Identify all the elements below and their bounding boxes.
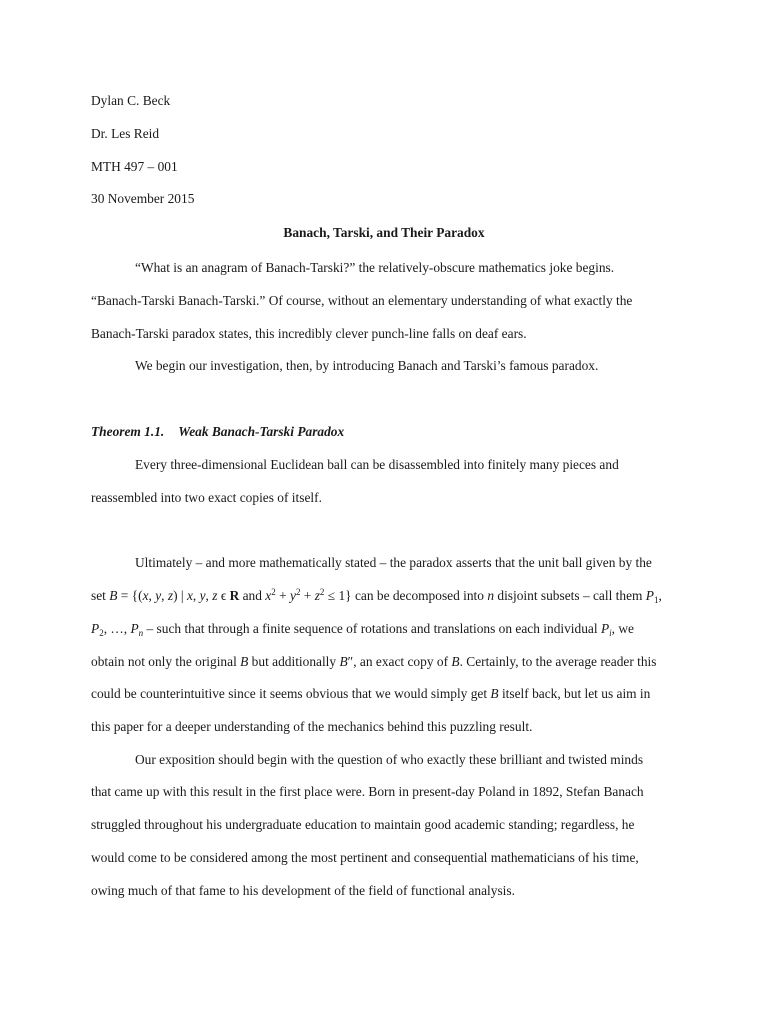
intro-line-2: “Banach-Tarski Banach-Tarski.” Of course, without an elementary understanding of what exactly the <box>91 293 633 308</box>
date: 30 November 2015 <box>91 191 195 206</box>
author-name: Dylan C. Beck <box>91 93 171 108</box>
theorem-heading <box>91 424 344 440</box>
para2-line-1: Ultimately – and more mathematically stated – the paradox asserts that the unit ball given by the <box>135 555 652 570</box>
theorem-number: Theorem 1.1. <box>91 424 165 439</box>
para3-line-1: Our exposition should begin with the question of who exactly these brilliant and twisted minds <box>135 752 644 767</box>
intro-line-1: “What is an anagram of Banach-Tarski?” the relatively-obscure mathematics joke begins. <box>135 260 615 275</box>
para2-line-5: could be counterintuitive since it seems obvious that we would simply get B itself back, but let us aim in <box>91 686 651 701</box>
para2-line-4: obtain not only the original B but additionally B″, an exact copy of B. Certainly, to the average reader this <box>91 654 657 669</box>
para2-line-6: this paper for a deeper understanding of the mechanics behind this puzzling result. <box>91 719 533 734</box>
page-title: Banach, Tarski, and Their Paradox <box>283 225 485 240</box>
theorem-line-1: Every three-dimensional Euclidean ball can be disassembled into finitely many pieces and <box>135 457 619 472</box>
theorem-name: Weak Banach-Tarski Paradox <box>178 424 345 439</box>
para2-line-2: set B = {(x, y, z) | x, y, z ϵ R and $x^2 + y^2 + z^2 \le 1$} can be decomposed into n disjoint subsets – call them $P_1$, <box>91 587 662 605</box>
para2-line-3: $P_2$, …, $P_n$ – such that through a finite sequence of rotations and translations on each individual $P_i$, we <box>91 621 634 638</box>
intro-line-4: We begin our investigation, then, by introducing Banach and Tarski’s famous paradox. <box>135 358 599 373</box>
para3-line-4: would come to be considered among the most pertinent and consequential mathematicians of his time, <box>91 850 639 865</box>
instructor-name: Dr. Les Reid <box>91 126 160 141</box>
para3-line-3: struggled throughout his undergraduate education to maintain good academic standing; regardless, he <box>91 817 635 832</box>
theorem-line-2: reassembled into two exact copies of itself. <box>91 490 322 505</box>
course-number: MTH 497 – 001 <box>91 159 178 174</box>
para3-line-2: that came up with this result in the first place were. Born in present-day Poland in 1892, Stefan Banach <box>91 784 644 799</box>
set-definition-formula: B = {(x, y, z) | x, y, z ϵ R and $x^2 + y^2 + z^2 \le 1$} <box>109 587 352 603</box>
intro-line-3: Banach-Tarski paradox states, this incredibly clever punch-line falls on deaf ears. <box>91 326 527 341</box>
para3-line-5: owing much of that fame to his development of the field of functional analysis. <box>91 883 515 898</box>
